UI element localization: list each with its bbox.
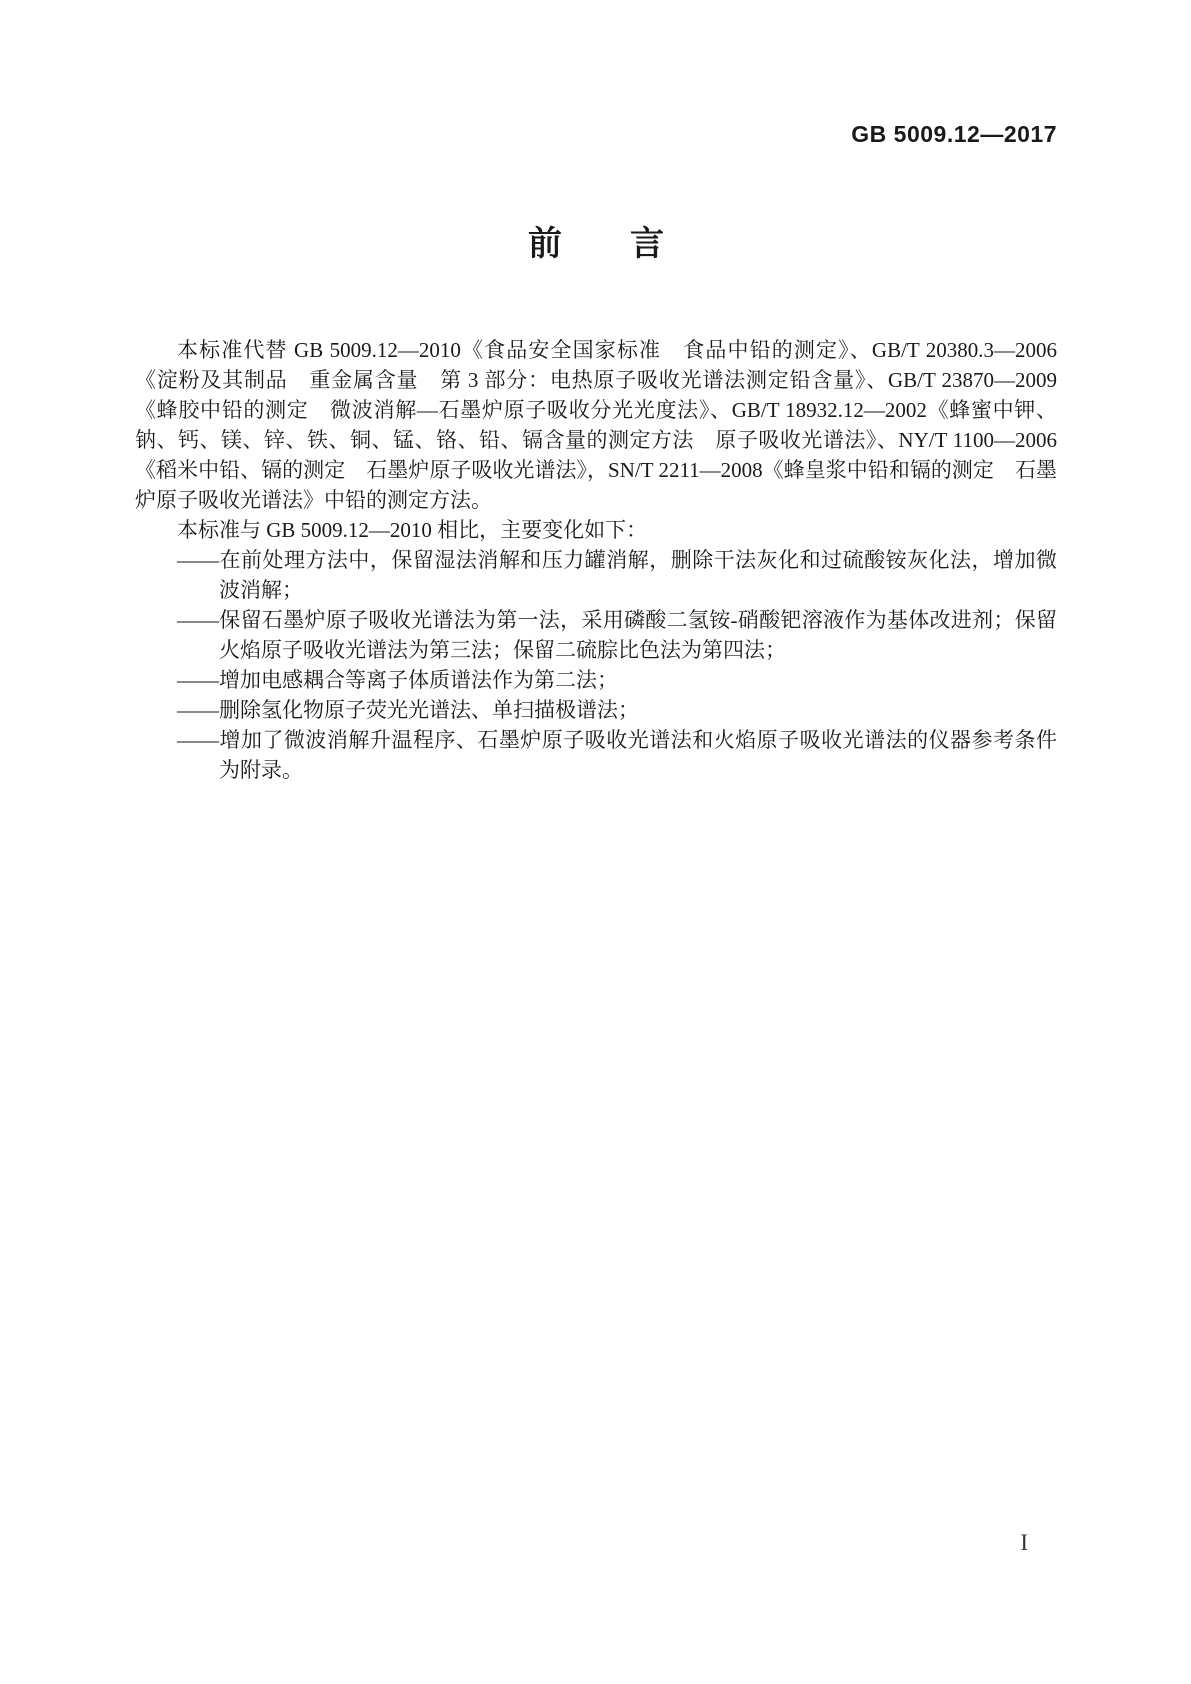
standard-code: GB 5009.12—2017 [851, 121, 1057, 147]
page-number: I [1020, 1530, 1028, 1555]
change-list-item: ——在前处理方法中，保留湿法消解和压力罐消解，删除干法灰化和过硫酸铵灰化法，增加微波消解； [177, 548, 1057, 602]
foreword-paragraph-changes-intro: 本标准与 GB 5009.12—2010 相比，主要变化如下： [177, 518, 648, 542]
page-title: 前 言 [528, 225, 664, 263]
change-list-item: ——删除氢化物原子荧光光谱法、单扫描极谱法； [177, 698, 639, 722]
change-list-item: ——增加电感耦合等离子体质谱法作为第二法； [177, 668, 618, 692]
foreword-body [135, 335, 1057, 785]
change-list-item: ——增加了微波消解升温程序、石墨炉原子吸收光谱法和火焰原子吸收光谱法的仪器参考条件为附录。 [177, 728, 1057, 782]
foreword-paragraph-replaced-standards: 本标准代替 GB 5009.12—2010《食品安全国家标准 食品中铅的测定》、GB/T 20380.3—2006《淀粉及其制品 重金属含量 第 3 部分：电热原子吸收光谱法测定铅含量》、GB/T 23870—2009《蜂胶中铅的测定 微波消解—石墨炉原子吸收分光光度法》、GB/T 18932.12—2002《蜂蜜中钾、钠、钙、镁、锌、铁、铜、锰、铬、铅、镉含量的测定方法 原子吸收光谱法》、NY/T 1100—2006《稻米中铅、镉的测定 石墨炉原子吸收光谱法》，SN/T 2211—2008《蜂皇浆中铅和镉的测定 石墨炉原子吸收光谱法》中铅的测定方法。 [135, 338, 1057, 512]
change-list-item: ——保留石墨炉原子吸收光谱法为第一法，采用磷酸二氢铵-硝酸钯溶液作为基体改进剂；保留火焰原子吸收光谱法为第三法；保留二硫腙比色法为第四法； [177, 608, 1057, 662]
